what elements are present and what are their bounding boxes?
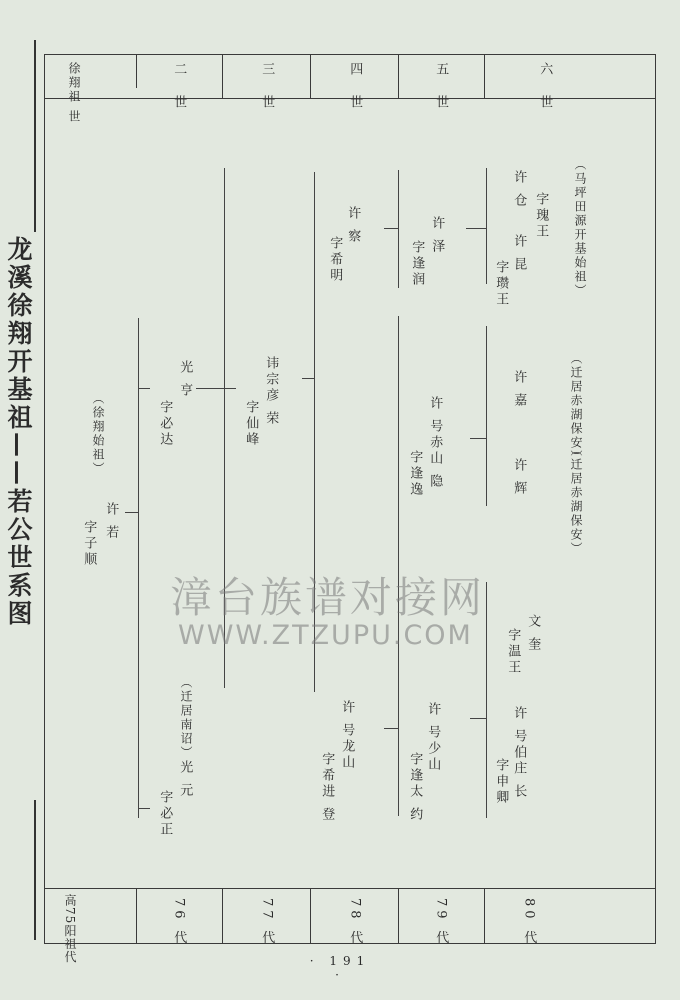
person-xuanheng-zi: 字必达 bbox=[157, 400, 173, 448]
person-zhe-name: 文 奎 bbox=[525, 614, 541, 654]
tree-stub-ruo bbox=[125, 512, 138, 513]
generation-col3: 77 代 bbox=[259, 898, 275, 948]
person-shaoshan-name: 许 号少山 bbox=[425, 702, 441, 774]
person-ruo-zi: 字子顺 bbox=[81, 520, 97, 568]
watermark-url: WWW.ZTZUPU.COM bbox=[178, 620, 473, 651]
person-zhe-zi: 字温王 bbox=[505, 628, 521, 676]
generation-col2: 76 代 bbox=[171, 898, 187, 948]
header-col6: 六 世 bbox=[537, 62, 553, 117]
tree-stub-zongyan bbox=[224, 388, 236, 389]
person-xuanheng-name: 光 亨 bbox=[177, 360, 193, 400]
col-divider-4b bbox=[398, 888, 399, 944]
tree-stub-gen5a-in bbox=[384, 228, 398, 229]
col-divider-1 bbox=[136, 54, 137, 88]
tree-stub-gen4-in bbox=[302, 378, 314, 379]
tree-line-gen6b bbox=[486, 326, 487, 506]
person-runze-name: 许 泽 bbox=[429, 216, 445, 256]
tree-line-gen5a bbox=[398, 170, 399, 288]
person-cang-name: 许 仓 bbox=[511, 170, 527, 210]
tree-stub-gen5b-in bbox=[384, 728, 398, 729]
col-divider-2b bbox=[222, 888, 223, 944]
watermark-cn: 漳台族谱对接网 bbox=[170, 573, 486, 622]
header-col2: 二 世 bbox=[171, 62, 187, 117]
tree-stub-gen6c-in bbox=[470, 718, 486, 719]
title-rule-lower bbox=[34, 800, 36, 940]
person-zongyan-name: 讳宗彦 荣 bbox=[263, 356, 279, 428]
col-divider-2 bbox=[222, 54, 223, 98]
generation-col6: 80 代 bbox=[521, 898, 537, 948]
col-divider-4 bbox=[398, 54, 399, 98]
person-yinshan-zi: 字逢逸 bbox=[407, 450, 423, 498]
title-rule-upper bbox=[34, 40, 36, 232]
tree-stub-gen3-in bbox=[196, 388, 224, 389]
tree-stub-xuanyuan bbox=[138, 808, 150, 809]
person-jia-name: 许 嘉 bbox=[511, 370, 527, 410]
person-bozhuang-name: 许 号伯庄 长 bbox=[511, 706, 527, 801]
page-number: · 191 · bbox=[309, 954, 371, 982]
person-hui-name: 许 辉 bbox=[511, 458, 527, 498]
person-kun-zi: 字瓒王 bbox=[493, 260, 509, 308]
person-xichaming-name: 许 察 bbox=[345, 206, 361, 246]
person-longshan-name: 许 号龙山 bbox=[339, 700, 355, 772]
person-jia-note: （迁居赤湖保安） bbox=[569, 352, 583, 464]
generation-col5: 79 代 bbox=[433, 898, 449, 948]
tree-stub-gen6b-in bbox=[470, 438, 486, 439]
col-divider-5 bbox=[484, 54, 485, 98]
person-cang-zi: 字瑰王 bbox=[533, 192, 549, 240]
header-col3: 三 世 bbox=[259, 62, 275, 117]
person-zongyan-zi: 字仙峰 bbox=[243, 400, 259, 448]
col-divider-3b bbox=[310, 888, 311, 944]
person-kun-name: 许 昆 bbox=[511, 234, 527, 274]
person-longshan-zi: 字希进 登 bbox=[319, 752, 335, 824]
person-ruo-name: 许 若 bbox=[103, 502, 119, 542]
generation-col1: 高75阳祖代 bbox=[63, 894, 77, 964]
header-col4: 四 世 bbox=[347, 62, 363, 117]
person-bozhuang-zi: 字申卿 bbox=[493, 758, 509, 806]
tree-line-gen6a bbox=[486, 168, 487, 284]
person-xuanyuan-note: （迁居南诏） bbox=[179, 676, 193, 760]
person-xichaming-zi: 字希明 bbox=[327, 236, 343, 284]
person-xuanyuan-name: 光 元 bbox=[177, 760, 193, 800]
genealogy-table bbox=[44, 54, 656, 944]
person-shaoshan-zi: 字逢太 约 bbox=[407, 752, 423, 824]
person-xuanyuan-zi: 字必正 bbox=[157, 790, 173, 838]
col-divider-5b bbox=[484, 888, 485, 944]
header-col1: 徐翔祖 世 bbox=[67, 62, 81, 124]
tree-line-gen6c bbox=[486, 582, 487, 818]
tree-line-gen2 bbox=[138, 318, 139, 818]
col-divider-1b bbox=[136, 888, 137, 944]
generation-col4: 78 代 bbox=[347, 898, 363, 948]
tree-stub-xuanheng bbox=[138, 388, 150, 389]
page-title: 龙溪徐翔开基祖——若公世系图 bbox=[4, 236, 33, 628]
person-runze-zi: 字逢润 bbox=[409, 240, 425, 288]
person-kun-note: （马坪田源开基始祖） bbox=[573, 158, 587, 298]
person-hui-note: （迁居赤湖保安） bbox=[569, 444, 583, 556]
person-ruo-note: （徐翔始祖） bbox=[91, 392, 105, 476]
person-yinshan-name: 许 号赤山 隐 bbox=[427, 396, 443, 491]
header-col5: 五 世 bbox=[433, 62, 449, 117]
tree-stub-gen6a-in bbox=[466, 228, 486, 229]
col-divider-3 bbox=[310, 54, 311, 98]
